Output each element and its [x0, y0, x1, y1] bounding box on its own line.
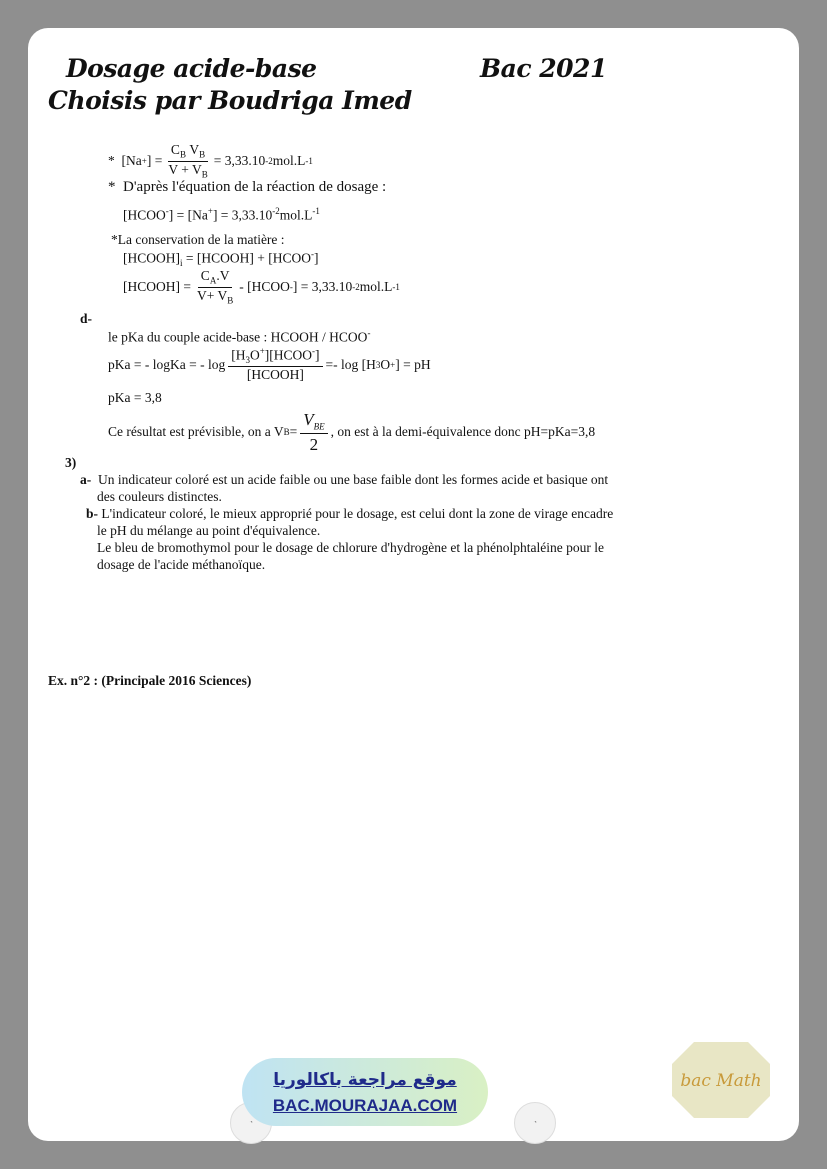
footer-site-link[interactable]: BAC.MOURAJAA.COM	[272, 1096, 458, 1115]
conservation-equation: $[HCOOH]_i$ = [HCOOH] + [HCOO-]	[123, 249, 319, 269]
part-3b-line2: le pH du mélange au point d'équivalence.	[97, 523, 321, 538]
conservation-heading: *La conservation de la matière :	[111, 232, 285, 247]
part-3b-line3: Le bleu de bromothymol pour le dosage de chlorure d'hydrogène et la phénolphtaléine pour le	[97, 540, 605, 555]
part-3b-line4: dosage de l'acide méthanoïque.	[97, 557, 266, 572]
part-3a-line2: des couleurs distinctes.	[97, 489, 222, 504]
right-site-logo: ◔	[514, 1102, 556, 1144]
part-3a-line1: a- Un indicateur coloré est un acide faible ou une base faible dont les formes acide et basique ont	[80, 472, 609, 487]
resultat-line: Ce résultat est prévisible, on a V B = $\frac{V_{BE}}{2}$ , on est à la demi-équivalence donc pH=pKa=3,8	[108, 410, 596, 454]
badge-text: bac Math	[680, 1071, 762, 1091]
pka-intro: le pKa du couple acide-base : HCOOH / HCOO-	[108, 328, 371, 345]
part-d-label: d-	[80, 311, 93, 326]
footer-banner[interactable]	[242, 1058, 488, 1126]
hcooh-equation: [HCOOH] = $\frac{C_A.V}{V+ V_B}$ - [HCOO - ] = 3,33.10 -2 mol.L -1	[123, 268, 400, 306]
document-page	[28, 28, 799, 1141]
pka-equation: pKa = - logKa = - log $\frac{[H_3O^+][HCOO^-]}{\text{[HCOOH]}}$ =- log [H 3 O + ] = pH	[108, 346, 431, 383]
footer-arabic-text: موقع مراجعة باكالوريا	[273, 1070, 457, 1090]
apres-line: * D'après l'équation de la réaction de dosage :	[108, 179, 387, 195]
hcoo-equation: [HCOO-] = $[Na^+] = 3,33.10^{-2}mol.L^{-1}$	[123, 206, 320, 223]
header-year: Bac 2021	[480, 54, 607, 83]
header-title: Dosage acide-base	[66, 54, 317, 83]
part-3b-line1: b- L'indicateur coloré, le mieux approprié pour le dosage, est celui dont la zone de virage encadre	[86, 506, 614, 521]
exercise-heading: Ex. n°2 : (Principale 2016 Sciences)	[48, 673, 252, 688]
part-3-label: 3)	[65, 455, 77, 470]
left-site-logo: ◔	[230, 1102, 272, 1144]
pka-value: pKa = 3,8	[108, 390, 162, 405]
bac-math-badge	[670, 1040, 772, 1120]
header-author: Choisis par Boudriga Imed	[48, 86, 412, 115]
equation-na: * [Na + ] = $\frac{C_B V_B}{V + V_B}$ = 3,33.10 -2 mol.L -1	[108, 142, 313, 180]
